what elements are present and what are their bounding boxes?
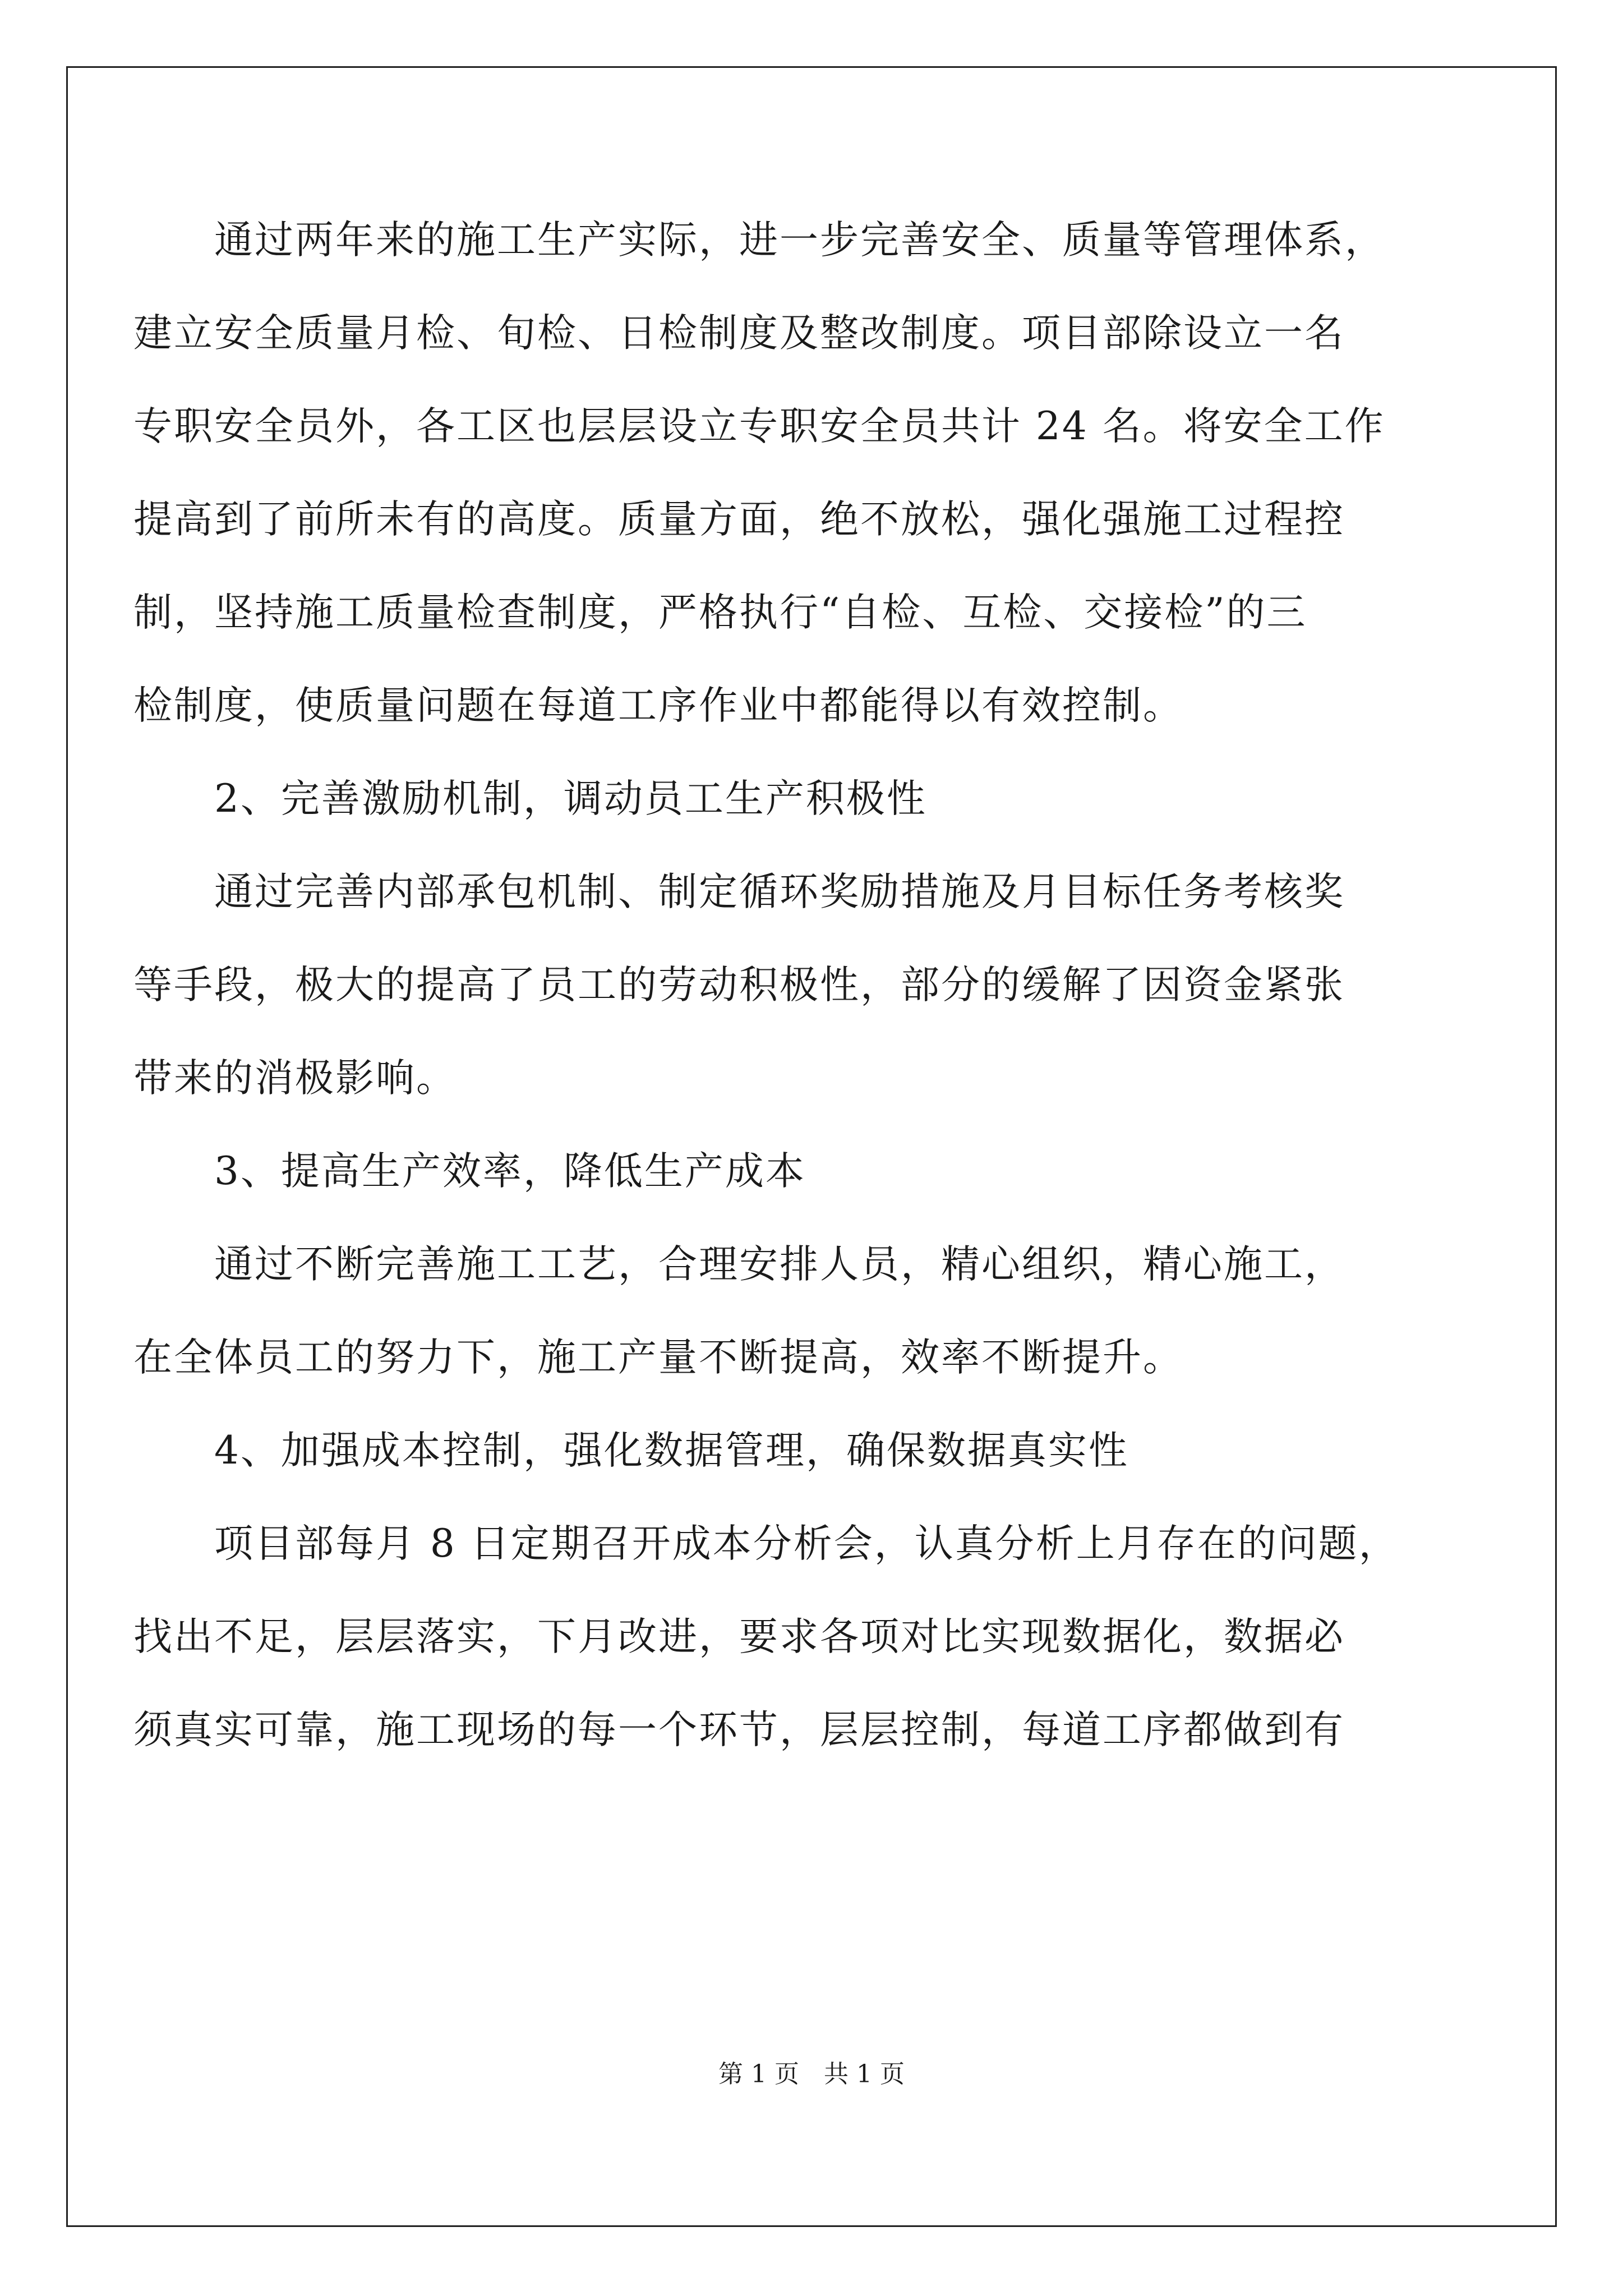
text-line: 通过不断完善施工工艺，合理安排人员，精心组织，精心施工， [133, 1242, 1345, 1287]
section-heading: 2、完善激励机制，调动员工生产积极性 [133, 776, 927, 821]
page-number-footer: 第 1 页 共 1 页 [718, 2060, 905, 2088]
text-line: 通过两年来的施工生产实际，进一步完善安全、质量等管理体系， [133, 218, 1385, 263]
text-line: 在全体员工的努力下，施工产量不断提高，效率不断提升。 [133, 1335, 1183, 1380]
text-line: 找出不足，层层落实，下月改进，要求各项对比实现数据化，数据必 [133, 1614, 1345, 1659]
section-heading: 4、加强成本控制，强化数据管理，确保数据真实性 [133, 1428, 1129, 1473]
text-line: 检制度，使质量问题在每道工序作业中都能得以有效控制。 [133, 683, 1183, 728]
text-line: 建立安全质量月检、旬检、日检制度及整改制度。项目部除设立一名 [133, 311, 1345, 356]
text-line: 通过完善内部承包机制、制定循环奖励措施及月目标任务考核奖 [133, 869, 1345, 914]
text-line: 等手段，极大的提高了员工的劳动积极性，部分的缓解了因资金紧张 [133, 963, 1345, 1007]
text-line: 项目部每月 8 日定期召开成本分析会，认真分析上月存在的问题， [133, 1521, 1399, 1566]
section-heading: 3、提高生产效率，降低生产成本 [133, 1149, 806, 1194]
text-line: 带来的消极影响。 [133, 1056, 457, 1101]
text-line: 须真实可靠，施工现场的每一个环节，层层控制，每道工序都做到有 [133, 1708, 1345, 1752]
text-line: 制，坚持施工质量检查制度，严格执行“自检、互检、交接检”的三 [133, 590, 1307, 635]
text-line: 专职安全员外，各工区也层层设立专职安全员共计 24 名。将安全工作 [133, 404, 1385, 449]
text-line: 提高到了前所未有的高度。质量方面，绝不放松，强化强施工过程控 [133, 497, 1345, 542]
